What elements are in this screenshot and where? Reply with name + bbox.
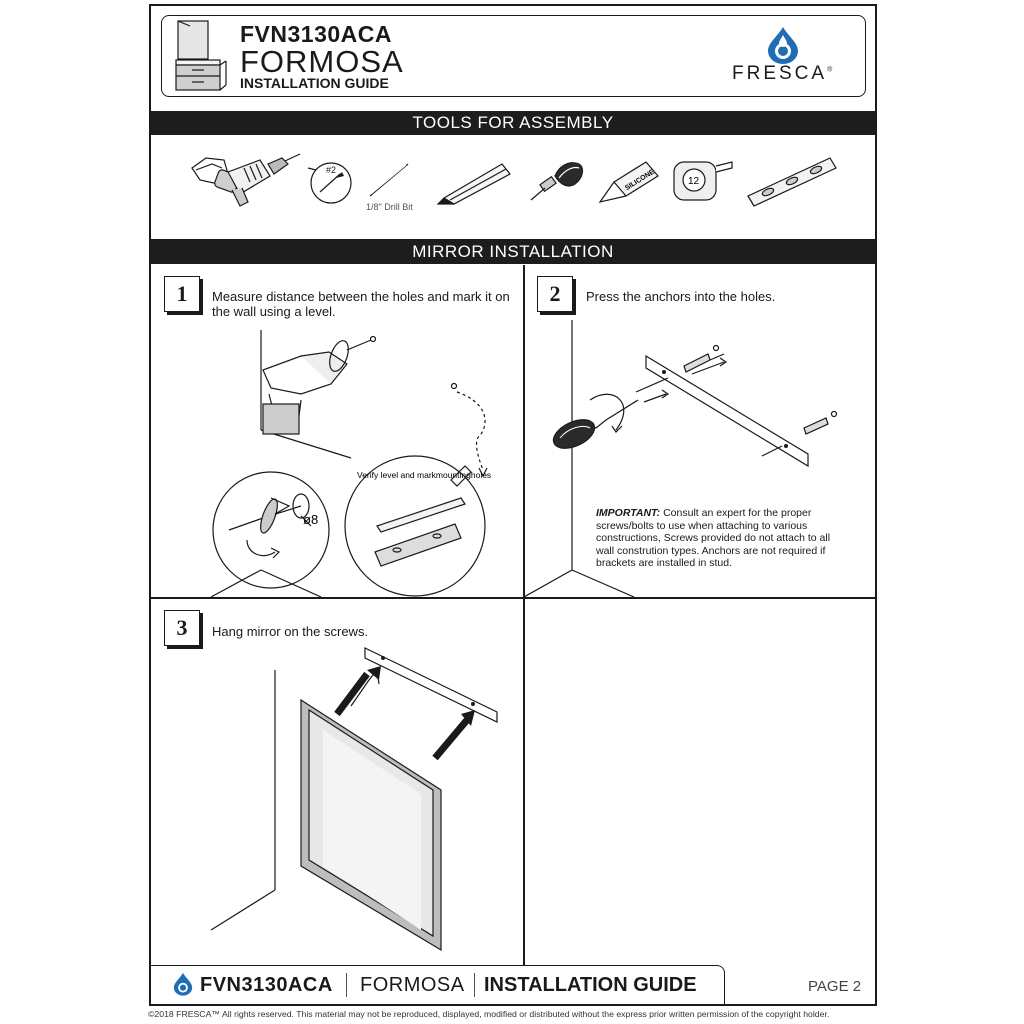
step-1-text: Measure distance between the holes and mark it on the wall using a level. <box>212 289 510 319</box>
footer-series-name: FORMOSA <box>360 974 465 996</box>
screwdriver-icon <box>527 156 587 206</box>
model-number: FVN3130ACA <box>240 21 392 47</box>
important-label: IMPORTANT: <box>596 507 661 519</box>
drill-icon <box>188 150 303 210</box>
level-icon <box>744 154 840 210</box>
step-3-number: 3 <box>164 610 200 646</box>
footer-guide-title: INSTALLATION GUIDE <box>484 974 697 996</box>
drill-bit-label: 1/8" Drill Bit <box>366 202 413 212</box>
guide-title: INSTALLATION GUIDE <box>240 75 389 91</box>
step-1-illustration <box>151 330 523 597</box>
copyright-notice: ©2018 FRESCA™ All rights reserved. This material may not be reproduced, displayed, modified or distributed without the express prior written permission of the copyright holder. <box>148 1009 830 1019</box>
step-2-number: 2 <box>537 276 573 312</box>
footer-model-number: FVN3130ACA <box>200 974 333 996</box>
step-1-number: 1 <box>164 276 200 312</box>
tools-section-title: TOOLS FOR ASSEMBLY <box>151 111 875 135</box>
fresca-logo-icon <box>765 25 801 65</box>
svg-text:12: 12 <box>688 176 700 187</box>
step-2-text: Press the anchors into the holes. <box>586 289 776 304</box>
silicone-label: SILICONE <box>624 168 656 193</box>
series-name: FORMOSA <box>240 44 404 79</box>
footer-separator <box>346 973 347 997</box>
fresca-logo-icon <box>172 971 194 997</box>
vanity-thumbnail-icon <box>172 18 230 94</box>
step-3-text: Hang mirror on the screws. <box>212 624 369 639</box>
page-number: PAGE 2 <box>808 978 862 995</box>
tape-measure-icon <box>670 156 736 206</box>
step-1-callout: Verify level and markmountingholes <box>357 470 492 480</box>
phillips-size-label: #2 <box>326 165 337 175</box>
grid-divider-horizontal <box>151 597 875 599</box>
important-note <box>596 507 836 570</box>
hole-size-label: ø8 <box>303 512 319 527</box>
pencil-icon <box>436 158 516 206</box>
silicone-tube-icon <box>596 158 662 208</box>
step-3-illustration <box>151 640 523 965</box>
brand-name: FRESCA® <box>732 63 836 84</box>
footer-separator <box>474 973 475 997</box>
mirror-section-title: MIRROR INSTALLATION <box>151 240 875 264</box>
drill-bit-icon <box>366 160 412 200</box>
important-text: Consult an expert for the proper screws/bolts to use when attaching to various constructions, Screws provided do not attach to all wall constrution types. Anchors are not required if brackets are installed in stud. <box>596 507 831 569</box>
